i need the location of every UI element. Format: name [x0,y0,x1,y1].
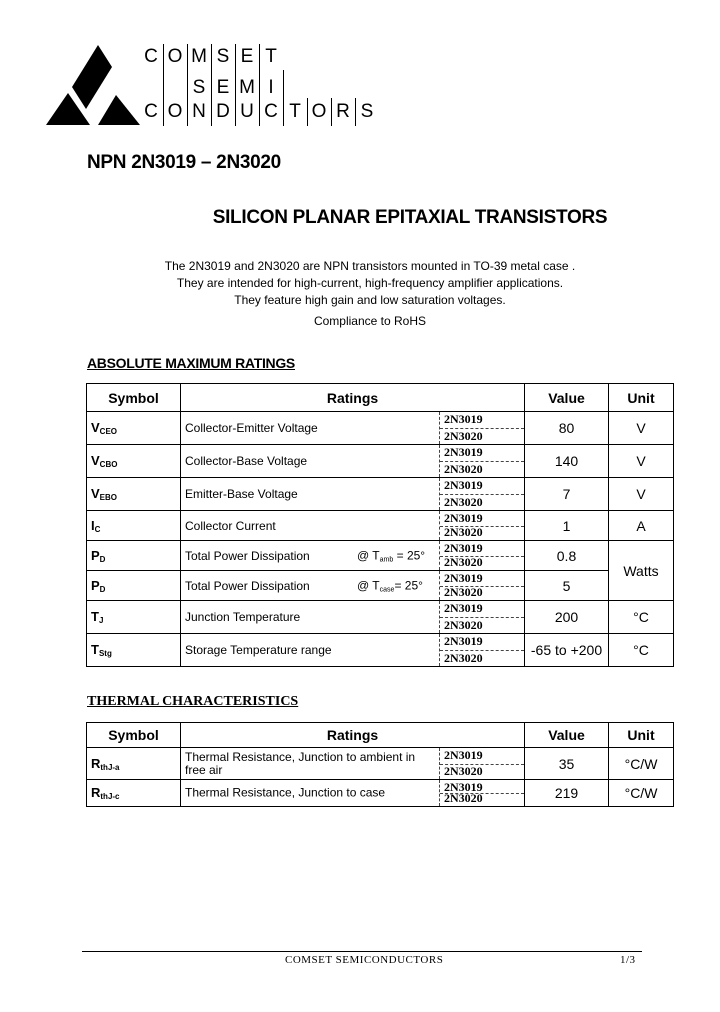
unit-cell: V [609,412,674,445]
part-numbers [439,571,524,600]
logo-letter: S [192,77,206,98]
table-row [87,634,674,667]
rating-description: Storage Temperature range [185,643,332,657]
abs-max-heading: ABSOLUTE MAXIMUM RATINGS [87,355,295,371]
logo-letter: U [240,101,254,122]
part-2n3019: 2N3019 [444,780,483,794]
header-value: Value [525,723,609,748]
unit-cell: °C/W [609,780,674,807]
part-2n3020: 2N3020 [444,585,483,599]
rating-condition: @ $T_{case}= 25^\circ$ [357,578,423,593]
company-logo-mark [46,45,140,125]
abs-max-header-row [87,384,674,412]
logo-letter: C [264,101,278,122]
logo-letter: N [192,101,206,122]
unit-cell: °C/W [609,748,674,780]
logo-letter: E [216,77,230,98]
rating-description: Total Power Dissipation [185,578,310,593]
rating-condition: @ $T_{amb} = 25^\circ$ [357,548,426,563]
part-2n3020: 2N3020 [444,764,483,778]
unit-cell: V [609,445,674,478]
part-numbers [439,511,524,540]
symbol-cell: $R_{thJ-a}$ [87,748,181,780]
unit-cell: °C [609,634,674,667]
header-symbol: Symbol [87,723,181,748]
symbol-cell: $V_{EBO}$ [87,478,181,511]
thermal-header-row [87,723,674,748]
symbol-subscript: J [98,616,104,625]
intro-line: They are intended for high-current, high-frequency amplifier applications. [176,276,564,290]
symbol-cell: $T_J$ [87,601,181,634]
footer-divider [82,951,642,952]
value-cell: 35 [525,748,609,780]
rating-cell [181,748,525,780]
rating-description: Collector Current [185,518,276,533]
header-unit: Unit [609,723,674,748]
rating-description: Thermal Resistance, Junction to case [185,785,386,800]
table-row [87,412,674,445]
part-numbers [439,445,524,477]
symbol-cell: $I_C$ [87,511,181,541]
part-2n3019: 2N3019 [444,748,483,762]
part-2n3019: 2N3019 [444,478,483,492]
rating-description: Emitter-Base Voltage [185,487,298,501]
symbol-subscript: CEO [99,427,118,436]
symbol-subscript: EBO [99,493,118,502]
part-numbers [439,748,524,779]
part-2n3019: 2N3019 [444,445,483,459]
intro-line: The 2N3019 and 2N3020 are NPN transistors mounted in TO-39 metal case . [164,259,576,273]
rating-description: Junction Temperature [185,610,301,624]
rating-cell [181,780,525,807]
table-row [87,601,674,634]
part-2n3020: 2N3020 [444,495,483,509]
unit-cell: Watts [609,541,674,601]
footer-page-number: 1/3 [620,954,636,966]
symbol-cell: $R_{thJ-c}$ [87,780,181,807]
rating-cell [181,478,525,511]
symbol-cell: $P_D$ [87,571,181,601]
table-row [87,478,674,511]
rating-description: Collector-Base Voltage [185,454,308,468]
part-numbers [439,601,524,633]
table-row [87,571,674,601]
symbol-cell: $T_{Stg}$ [87,634,181,667]
logo-letter: E [240,46,254,67]
value-cell: 219 [525,780,609,807]
part-2n3020: 2N3020 [444,555,483,569]
symbol-cell: $P_D$ [87,541,181,571]
part-2n3019: 2N3019 [444,571,483,585]
rating-description: Thermal Resistance, Junction to ambient in free air [185,749,416,777]
condition-subscript: case [379,586,395,593]
value-cell: 80 [525,412,609,445]
logo-letter: R [336,101,350,122]
value-cell: 0.8 [525,541,609,571]
logo-letter: C [144,101,158,122]
header-value: Value [525,384,609,412]
part-2n3019: 2N3019 [444,634,483,648]
intro-line: They feature high gain and low saturation voltages. [234,293,506,307]
logo-letter: T [289,101,301,122]
symbol-subscript: D [99,584,106,594]
part-2n3020: 2N3020 [444,651,483,665]
part-2n3020: 2N3020 [444,618,483,632]
part-2n3019: 2N3019 [444,541,483,555]
page-title: NPN 2N3019 – 2N3020 [87,152,281,173]
intro-text [0,258,720,309]
unit-cell: °C [609,601,674,634]
table-row [87,780,674,807]
table-row [87,511,674,541]
logo-letter: C [144,46,158,67]
rating-cell [181,571,525,601]
part-2n3019: 2N3019 [444,412,483,426]
logo-letter: O [311,101,327,122]
page-subtitle: SILICON PLANAR EPITAXIAL TRANSISTORS [212,207,608,228]
symbol-subscript: Stg [98,649,112,658]
value-cell: -65 to +200 [525,634,609,667]
part-numbers [439,634,524,666]
rating-cell [181,541,525,571]
thermal-table [86,722,674,807]
part-2n3019: 2N3019 [444,511,483,525]
part-2n3020: 2N3020 [444,429,483,443]
table-row [87,445,674,478]
logo-letter: D [216,101,230,122]
value-cell: 5 [525,571,609,601]
rating-description: Collector-Emitter Voltage [185,421,318,435]
table-row [87,748,674,780]
logo-letter: M [191,46,207,67]
logo-letter: I [268,77,274,98]
table-row [87,541,674,571]
unit-cell: A [609,511,674,541]
symbol-subscript: C [94,524,101,534]
part-2n3020: 2N3020 [444,525,483,539]
logo-letter: T [265,46,277,67]
symbol-subscript: CBO [99,460,118,469]
rating-cell [181,412,525,445]
rating-cell [181,445,525,478]
logo-letter: O [167,101,183,122]
logo-letter: O [167,46,183,67]
header-ratings: Ratings [181,384,525,412]
logo-letter: S [216,46,230,67]
rating-description: Total Power Dissipation [185,548,310,563]
thermal-heading: THERMAL CHARACTERISTICS [87,694,299,709]
part-2n3019: 2N3019 [444,601,483,615]
rating-cell [181,511,525,541]
value-cell: 1 [525,511,609,541]
symbol-cell: $V_{CBO}$ [87,445,181,478]
rohs-compliance: Compliance to RoHS [313,314,427,328]
part-numbers [439,541,524,570]
header-symbol: Symbol [87,384,181,412]
symbol-subscript: thJ-c [100,792,120,801]
value-cell: 7 [525,478,609,511]
part-numbers [439,780,524,806]
symbol-cell: $V_{CEO}$ [87,412,181,445]
logo-letter: S [360,101,374,122]
rating-cell [181,601,525,634]
abs-max-table [86,383,674,667]
symbol-subscript: D [99,554,106,564]
part-numbers [439,412,524,444]
value-cell: 200 [525,601,609,634]
symbol-subscript: thJ-a [100,762,120,772]
part-numbers [439,478,524,510]
header-unit: Unit [609,384,674,412]
header-ratings: Ratings [181,723,525,748]
part-2n3020: 2N3020 [444,791,483,805]
part-2n3020: 2N3020 [444,462,483,476]
logo-letter: M [239,77,255,98]
rating-cell [181,634,525,667]
footer-company: COMSET SEMICONDUCTORS [285,954,444,966]
value-cell: 140 [525,445,609,478]
condition-subscript: amb [379,556,394,563]
unit-cell: V [609,478,674,511]
